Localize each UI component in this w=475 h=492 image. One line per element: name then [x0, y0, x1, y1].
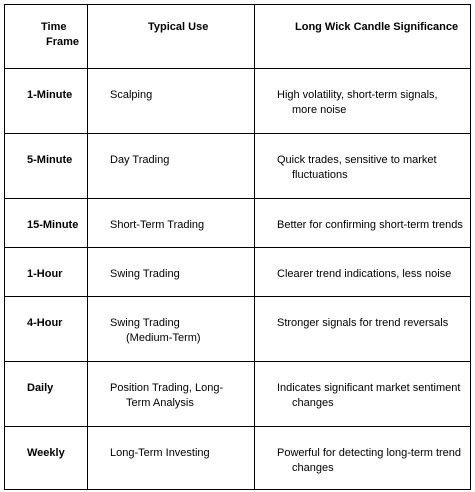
significance-cell: [255, 199, 471, 248]
typical-use-cell: [88, 427, 255, 490]
significance-cell: [255, 362, 471, 427]
significance-cell: [255, 69, 471, 134]
time-frame-cell: Weekly: [5, 427, 88, 490]
significance-text: Better for confirming short-term trends: [277, 219, 463, 231]
header-significance: Long Wick Candle Significance: [255, 5, 471, 69]
typical-use-cell: [88, 134, 255, 199]
time-frame-cell: 4-Hour: [5, 297, 88, 362]
significance-cell: [255, 297, 471, 362]
table-row: [5, 427, 471, 490]
table-row: [5, 297, 471, 362]
typical-use-cell: [88, 362, 255, 427]
significance-cell: [255, 134, 471, 199]
typical-use-text: Long-Term Investing: [110, 447, 210, 459]
typical-use-text: Short-Term Trading: [110, 219, 205, 231]
time-frame-cell: 15-Minute: [5, 199, 88, 248]
significance-text: High volatility, short-term signals, more noise: [277, 89, 438, 116]
typical-use-cell: [88, 248, 255, 297]
header-time-frame-line1: Time: [41, 21, 67, 33]
table-row: [5, 248, 471, 297]
table-row: [5, 134, 471, 199]
table-row: [5, 69, 471, 134]
time-frame-cell: 5-Minute: [5, 134, 88, 199]
significance-text: Stronger signals for trend reversals: [277, 317, 449, 329]
timeframe-table: [4, 4, 471, 490]
significance-text: Quick trades, sensitive to market fluctuations: [277, 154, 437, 181]
typical-use-text: Day Trading: [110, 154, 170, 166]
table-header-row: [5, 5, 471, 69]
significance-text: Indicates significant market sentiment changes: [277, 382, 461, 409]
typical-use-cell: [88, 297, 255, 362]
typical-use-text: Swing Trading (Medium-Term): [110, 317, 201, 344]
typical-use-text: Position Trading, Long-Term Analysis: [110, 382, 224, 409]
typical-use-text: Swing Trading: [110, 268, 180, 280]
significance-cell: [255, 427, 471, 490]
significance-cell: [255, 248, 471, 297]
typical-use-cell: [88, 199, 255, 248]
significance-text: Clearer trend indications, less noise: [277, 268, 452, 280]
table-row: [5, 362, 471, 427]
time-frame-cell: 1-Hour: [5, 248, 88, 297]
header-time-frame-line2: Frame: [46, 36, 80, 48]
significance-text: Powerful for detecting long-term trend changes: [277, 447, 462, 474]
header-time-frame: [5, 5, 88, 69]
table-row: [5, 199, 471, 248]
timeframe-table-container: [4, 4, 470, 488]
time-frame-cell: 1-Minute: [5, 69, 88, 134]
header-typical-use: Typical Use: [88, 5, 255, 69]
typical-use-cell: [88, 69, 255, 134]
typical-use-text: Scalping: [110, 89, 153, 101]
time-frame-cell: Daily: [5, 362, 88, 427]
